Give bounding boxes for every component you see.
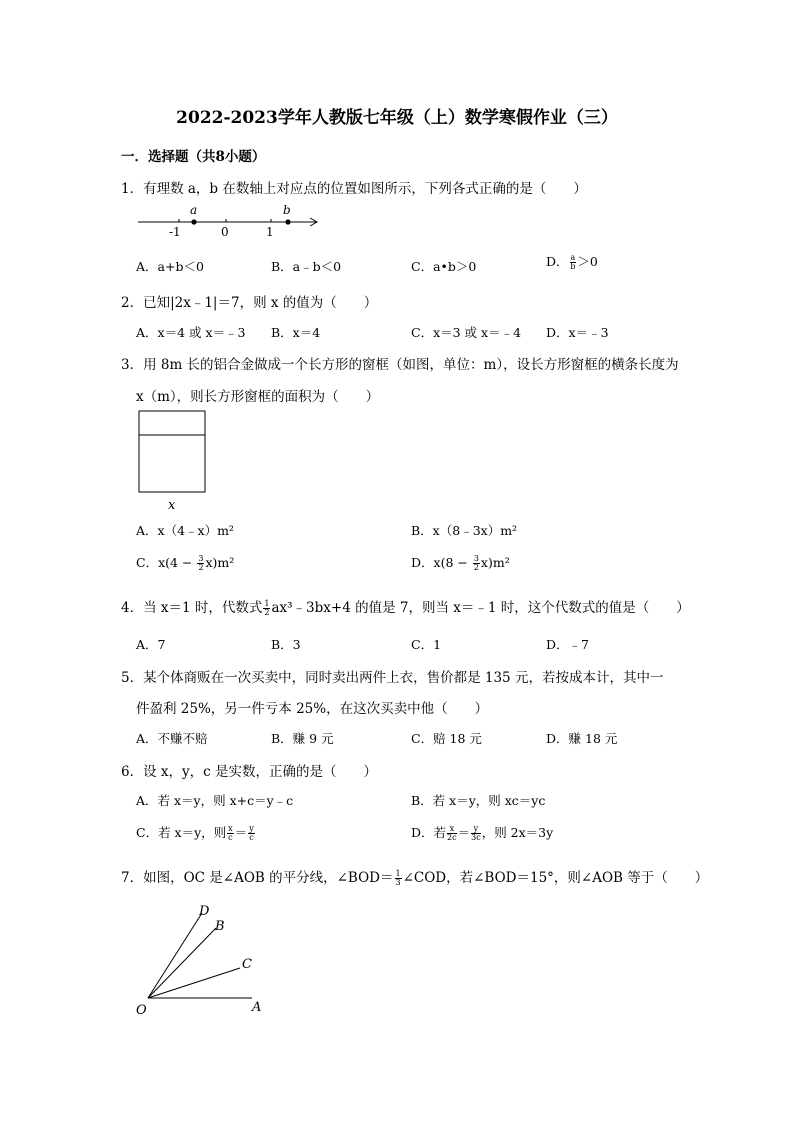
q5-option-d: D．赚 18 元 (546, 731, 618, 746)
label-d: D (199, 904, 210, 919)
q3-option-c: C．x(4 − $\frac{3}{2}$ x)m² (136, 554, 235, 572)
q2-option-c: C．x＝3 或 x＝﹣4 (411, 325, 522, 340)
question-7-stem: 7．如图，OC 是∠AOB 的平分线，∠BOD＝ $\frac{1}{3}$ ∠COD，若∠BOD＝15°，则∠AOB 等于（ ） (121, 869, 709, 887)
label-1: 1 (266, 225, 274, 239)
q2-option-d: D．x＝﹣3 (546, 325, 609, 340)
page-title: 2022-2023学年人教版七年级（上）数学寒假作业（三） (176, 108, 618, 128)
q3-option-a: A．x（4﹣x）m² (136, 523, 234, 538)
ray-oc (148, 968, 240, 998)
window-frame-figure (136, 408, 212, 512)
q3-option-b: B．x（8﹣3x）m² (411, 523, 518, 538)
question-4-stem: 4．当 x＝1 时，代数式 $\frac{1}{2}$ ax³﹣3bx+4 的值是 7，则当 x＝﹣1 时，这个代数式的值是（ ） (121, 599, 690, 617)
label-c: C (242, 957, 252, 972)
label-b: B (215, 919, 225, 934)
question-5-stem-line2: 件盈利 25%，另一件亏本 25%，在这次买卖中他（ ） (136, 701, 489, 717)
q4-option-c: C．1 (411, 637, 442, 652)
q4-option-d: D．﹣7 (546, 637, 589, 652)
question-2-stem: 2．已知|2x﹣1|＝7，则 x 的值为（ ） (121, 295, 378, 311)
point-b (285, 219, 290, 224)
q6-option-a: A．若 x＝y，则 x+c＝y﹣c (136, 793, 294, 808)
question-6-stem: 6．设 x，y，c 是实数，正确的是（ ） (121, 764, 377, 780)
q5-option-a: A．不赚不赔 (136, 731, 208, 746)
question-3-stem-line2: x（m），则长方形窗框的面积为（ ） (136, 389, 380, 405)
q5-option-b: B．赚 9 元 (271, 731, 334, 746)
q1-option-b: B．a﹣b＜0 (271, 259, 342, 274)
label-a: A (252, 1000, 262, 1015)
label-neg1: -1 (169, 225, 181, 239)
q2-option-a: A．x＝4 或 x＝﹣3 (136, 325, 246, 340)
q4-option-b: B．3 (271, 637, 301, 652)
q5-option-c: C．赔 18 元 (411, 731, 482, 746)
label-a: a (190, 203, 198, 217)
label-b: b (283, 203, 291, 217)
q4-option-a: A．7 (136, 637, 166, 652)
number-line-figure (136, 200, 326, 242)
question-1-stem: 1．有理数 a，b 在数轴上对应点的位置如图所示，下列各式正确的是（ ） (121, 181, 587, 197)
point-a (191, 219, 196, 224)
q1-option-c: C．a•b＞0 (411, 259, 477, 274)
q6-option-b: B．若 x＝y，则 xc＝yc (411, 793, 546, 808)
angle-figure (130, 898, 270, 1018)
q1-option-d: D． $\frac{a}{b}$ ＞0 (546, 253, 598, 271)
question-3-stem-line1: 3．用 8m 长的铝合金做成一个长方形的窗框（如图，单位：m），设长方形窗框的横条长度为 (121, 357, 679, 373)
label-o: O (136, 1003, 147, 1018)
window-width-label: x (168, 498, 176, 513)
q3-option-d: D．x(8 − $\frac{3}{2}$ x)m² (411, 554, 510, 572)
q1-option-a: A．a+b＜0 (136, 259, 204, 274)
question-5-stem-line1: 5．某个体商贩在一次买卖中，同时卖出两件上衣，售价都是 135 元，若按成本计，其中一 (121, 670, 664, 686)
section-heading: 一．选择题（共8小题） (121, 149, 266, 165)
ray-od (148, 913, 202, 998)
q2-option-b: B．x＝4 (271, 325, 321, 340)
q6-option-d: D．若 $\frac{x}{2c}$ ＝ $\frac{y}{3c}$ ，则 2x＝3y (411, 824, 554, 842)
q6-option-c: C．若 x＝y，则 $\frac{x}{c}$ ＝ $\frac{y}{c}$ (136, 824, 254, 842)
window-frame-outline (139, 411, 205, 492)
label-0: 0 (221, 225, 229, 239)
ray-ob (148, 928, 216, 998)
